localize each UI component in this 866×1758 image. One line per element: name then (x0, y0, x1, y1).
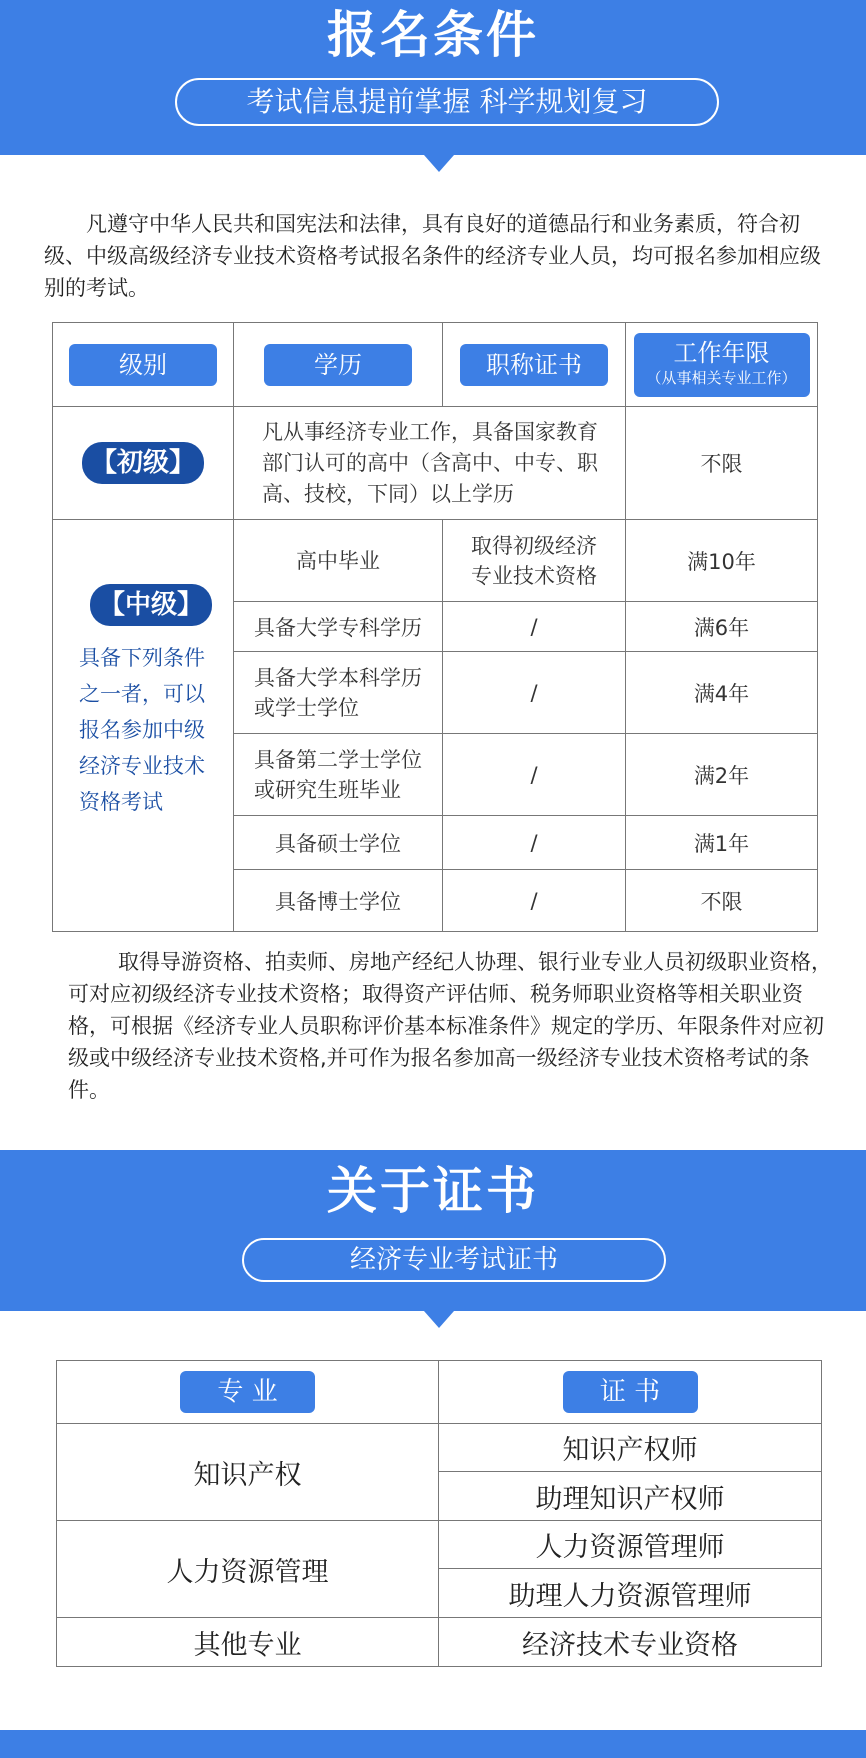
junior-years: 不限 (626, 407, 818, 520)
table-row (53, 407, 818, 520)
certificate-cell: 人力资源管理师 (439, 1521, 822, 1569)
header-major: 专 业 (180, 1371, 315, 1413)
education-cell: 具备博士学位 (234, 870, 443, 932)
table-header-row (57, 1361, 822, 1424)
education-cell: 高中毕业 (234, 520, 443, 602)
years-cell: 满10年 (626, 520, 818, 602)
certificate-cell: 取得初级经济专业技术资格 (443, 520, 626, 602)
section-banner-requirements (0, 0, 866, 155)
header-certificate: 职称证书 (460, 344, 608, 386)
intermediate-note: 具备下列条件之一者，可以报名参加中级经济专业技术资格考试 (79, 646, 205, 814)
intermediate-level-badge: 【中级】 (90, 584, 212, 626)
education-cell: 具备第二学士学位或研究生班毕业 (234, 734, 443, 816)
years-cell: 满4年 (626, 652, 818, 734)
header-years-note: （从事相关专业工作） (646, 368, 797, 387)
major-cell: 其他专业 (57, 1618, 439, 1667)
years-cell: 满1年 (626, 816, 818, 870)
certificates-table (56, 1360, 822, 1667)
years-cell: 满6年 (626, 602, 818, 652)
bottom-banner-strip (0, 1730, 866, 1758)
section-title: 报名条件 (327, 5, 539, 64)
junior-education: 凡从事经济专业工作，具备国家教育部门认可的高中（含高中、中专、职高、技校，下同）以上学历 (262, 419, 598, 506)
certificate-cell: / (443, 734, 626, 816)
certificate-cell: 助理知识产权师 (439, 1472, 822, 1521)
section-subtitle: 考试信息提前掌握 科学规划复习 (175, 78, 719, 126)
requirements-table (52, 322, 818, 932)
intro-paragraph: 凡遵守中华人民共和国宪法和法律，具有良好的道德品行和业务素质，符合初级、中级高级经济专业技术资格考试报名条件的经济专业人员，均可报名参加相应级别的考试。 (44, 212, 821, 300)
certificate-cell: 知识产权师 (439, 1424, 822, 1472)
table-row (53, 520, 818, 602)
years-cell: 不限 (626, 870, 818, 932)
table-row (57, 1424, 822, 1472)
education-cell: 具备大学专科学历 (234, 602, 443, 652)
header-level: 级别 (69, 344, 217, 386)
junior-level-badge: 【初级】 (82, 442, 204, 484)
certificate-cell: / (443, 870, 626, 932)
table-header-row (53, 323, 818, 407)
major-cell: 人力资源管理 (57, 1521, 439, 1618)
education-cell: 具备大学本科学历或学士学位 (234, 652, 443, 734)
banner-pointer (424, 1311, 454, 1328)
footnote-paragraph: 取得导游资格、拍卖师、房地产经纪人协理、银行业专业人员初级职业资格，可对应初级经济专业技术资格；取得资产评估师、税务师职业资格等相关职业资格，可根据《经济专业人员职称评价基本标准条件》规定的学历、年限条件对应初级或中级经济专业技术资格,并可作为报名参加高一级经济专业技术资格考试的条件。 (68, 950, 832, 1102)
header-education: 学历 (264, 344, 412, 386)
header-certificate: 证 书 (563, 1371, 698, 1413)
header-years-label: 工作年限 (673, 338, 770, 367)
section-title: 关于证书 (327, 1161, 539, 1220)
certificate-cell: / (443, 816, 626, 870)
certificate-cell: / (443, 602, 626, 652)
banner-pointer (424, 155, 454, 172)
header-years (634, 333, 810, 397)
education-cell: 具备硕士学位 (234, 816, 443, 870)
table-row (57, 1521, 822, 1569)
certificate-cell: 助理人力资源管理师 (439, 1569, 822, 1618)
section-banner-certificates (0, 1150, 866, 1311)
section-subtitle: 经济专业考试证书 (242, 1238, 666, 1282)
certificate-cell: 经济技术专业资格 (439, 1618, 822, 1667)
major-cell: 知识产权 (57, 1424, 439, 1521)
years-cell: 满2年 (626, 734, 818, 816)
table-row (57, 1618, 822, 1667)
certificate-cell: / (443, 652, 626, 734)
